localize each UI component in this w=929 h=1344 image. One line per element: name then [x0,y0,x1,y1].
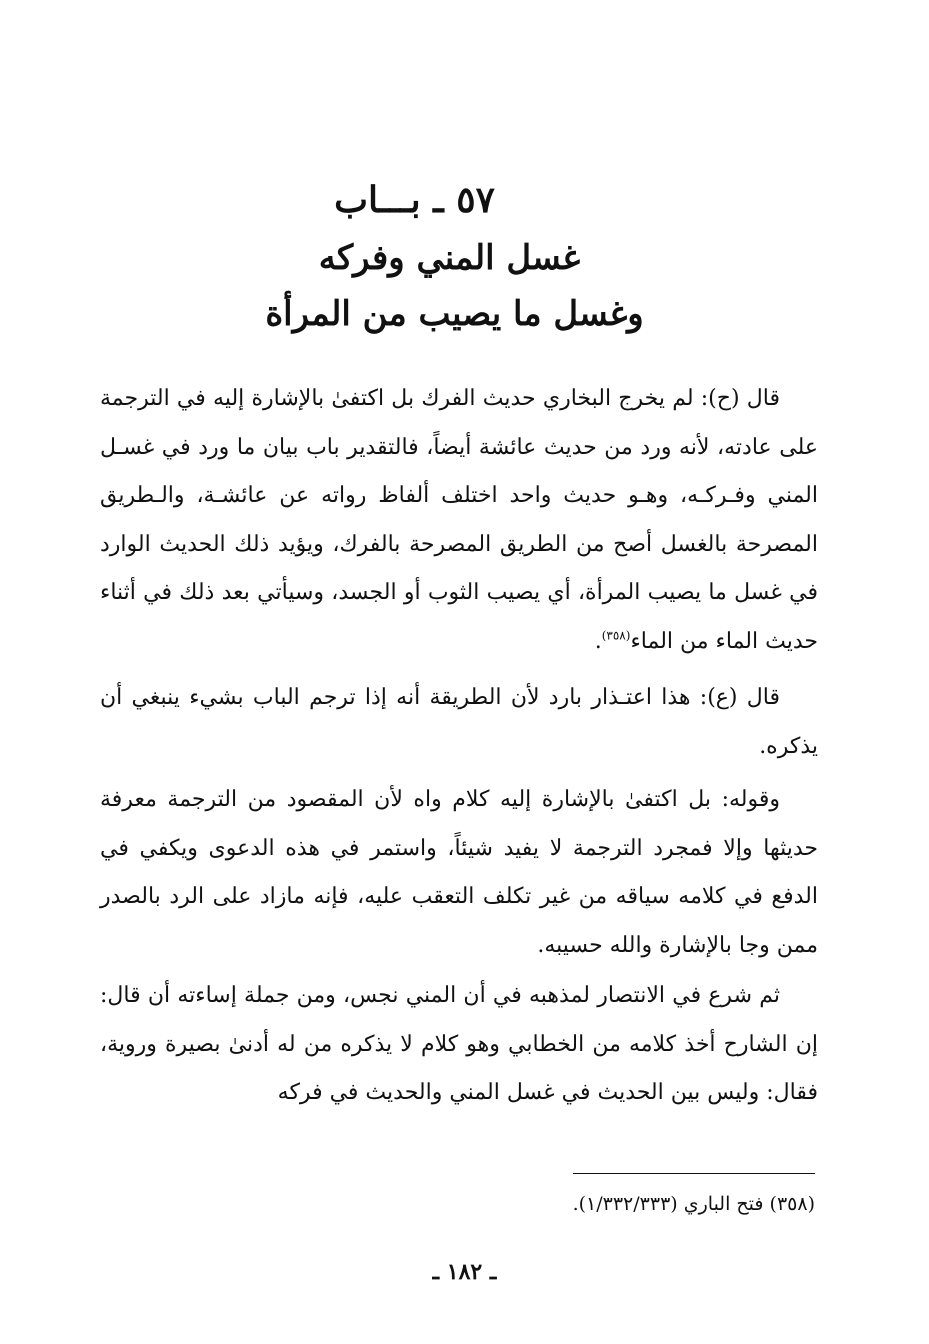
paragraph-3 [100,776,818,970]
footnote-divider [573,1173,815,1174]
paragraph-3-text: وقوله: بل اكتفىٰ بالإشارة إليه كلام واه لأن المقصود من الترجمة معرفة حديثها وإلا فمجرد الترجمة لا يفيد شيئاً، واستمر في هذه الدعوى ويكفي في الدفع في كلامه سياقه من غير تكلف التعقب عليه، فإنه مازاد على الرد بالصدر ممن وجا بالإشارة والله حسيبه. [100,787,818,958]
paragraph-4 [100,972,818,1118]
chapter-heading: ٥٧ ـ بـــاب [334,179,495,221]
paragraph-1-text: قال (ح): لم يخرج البخاري حديث الفرك بل اكتفىٰ بالإشارة إليه في الترجمة على عادته، لأنه ورد من حديث عائشة أيضاً، فالتقدير باب بيان ما ورد في غسـل المني وفـركـه، وهـو حديث واحد اختلف ألفاظ رواته عن عائشـة، والـطريق المصرحة بالغسل أصح من الطريق المصرحة بالفرك، ويؤيد ذلك الحديث الوارد في غسل ما يصيب المرأة، أي يصيب الثوب أو الجسد، وسيأتي بعد ذلك في أثناء حديث الماء من الماء [100,386,818,654]
paragraph-2 [100,674,818,771]
footnote-reference[interactable]: (٣٥٨) [601,628,631,643]
chapter-title-line-2: وغسل ما يصيب من المرأة [265,294,644,334]
page-number: ـ ١٨٢ ـ [432,1259,497,1285]
paragraph-1 [100,375,818,666]
paragraph-2-text: قال (ع): هذا اعتـذار بارد لأن الطريقة أنه إذا ترجم الباب بشيء ينبغي أن يذكره. [100,685,818,759]
chapter-title-line-1: غسل المني وفركه [318,238,581,278]
paragraph-1-end: . [594,628,602,654]
paragraph-4-text: ثم شرع في الانتصار لمذهبه في أن المني نجس، ومن جملة إساءته أن قال: إن الشارح أخذ كلامه من الخطابي وهو كلام لا يذكره من له أدنىٰ بصيرة وروية، فقال: وليس بين الحديث في غسل المني والحديث في فركه [100,983,818,1105]
footnote-text: (٣٥٨) فتح الباري (١/٣٣٢/٣٣٣). [572,1193,815,1215]
